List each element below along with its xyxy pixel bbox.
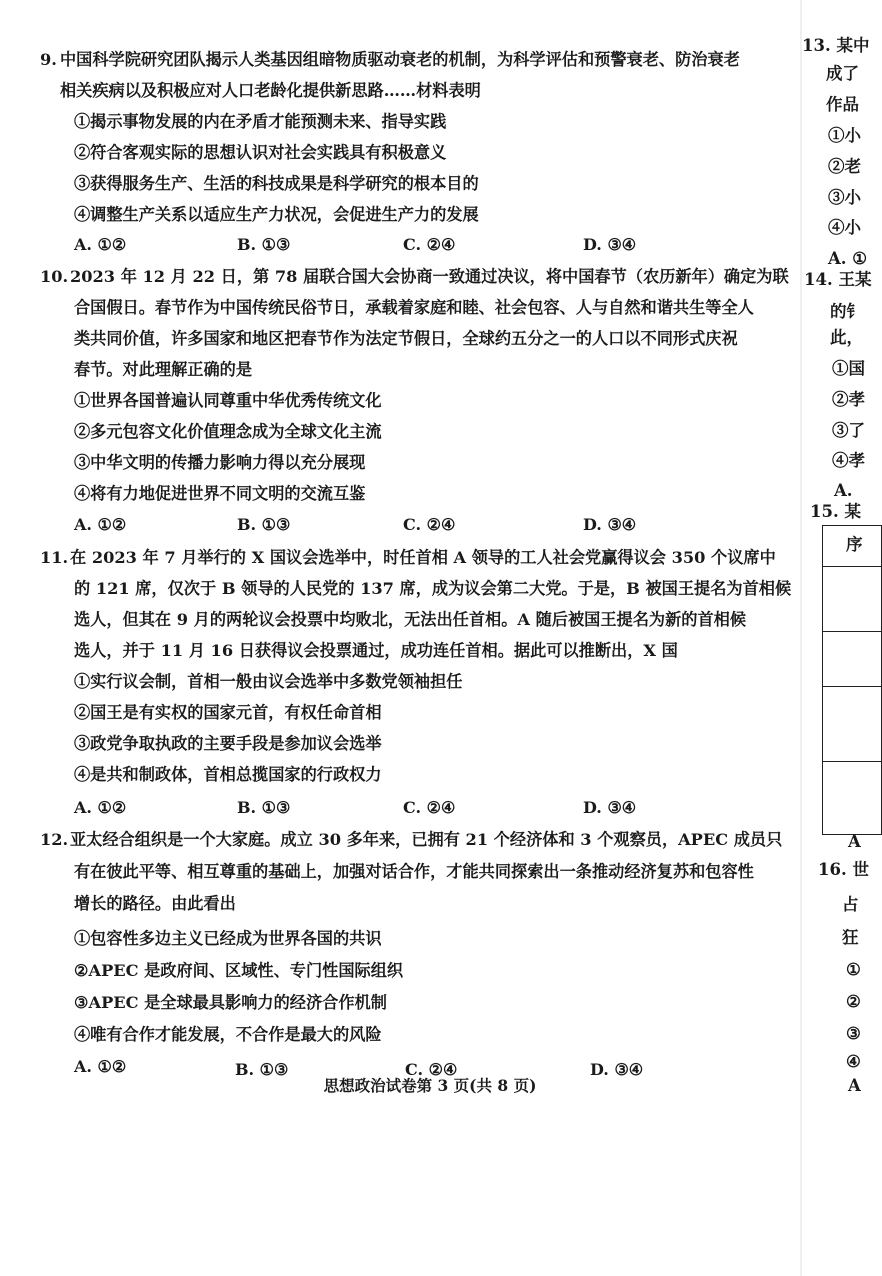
right-fragment-13-line-2: 成了 [826,64,859,83]
question-10-stem-line-3: 类共同价值，许多国家和地区把春节作为法定节假日，全球约五分之一的人口以不同形式庆祝 [74,329,738,348]
question-12-choice-c: C. ②④ [405,1060,458,1079]
right-fragment-16-option-3: ③ [846,1024,861,1043]
question-9-choice-a: A. ①② [74,235,127,254]
question-11-number: 11. [40,548,69,567]
question-10-choice-c: C. ②④ [403,515,456,534]
question-11-choice-c: C. ②④ [403,798,456,817]
right-fragment-14-line-3: 此， [830,328,863,347]
right-fragment-14-option-4: ④孝 [832,451,865,470]
question-11-choice-a: A. ①② [74,798,127,817]
question-11-stem-line-4: 选人，并于 11 月 16 日获得议会投票通过，成功连任首相。据此可以推断出，X 国 [74,641,678,660]
question-10-stem-line-4: 春节。对此理解正确的是 [74,360,253,379]
right-fragment-15-table [822,525,882,835]
question-10-option-4: ④将有力地促进世界不同文明的交流互鉴 [74,484,366,503]
question-10-option-3: ③中华文明的传播力影响力得以充分展现 [74,453,366,472]
question-10-choice-b: B. ①③ [237,515,291,534]
question-10-number: 10. [40,267,69,286]
page-footer: 思想政治试卷第 3 页(共 8 页) [323,1076,537,1095]
question-11-stem-line-2: 的 121 席，仅次于 B 领导的人民党的 137 席，成为议会第二大党。于是，B 被国王提名为首相候 [74,579,792,598]
question-12-number: 12. [40,830,69,849]
question-9-stem-line-2: 相关疾病以及积极应对人口老龄化提供新思路……材料表明 [60,81,481,100]
question-9-option-1: ①揭示事物发展的内在矛盾才能预测未来、指导实践 [74,112,447,131]
question-9-stem-line-1: 中国科学院研究团队揭示人类基因组暗物质驱动衰老的机制，为科学评估和预警衰老、防治衰老 [60,50,740,69]
question-12-stem-line-1: 亚太经合组织是一个大家庭。成立 30 多年来，已拥有 21 个经济体和 3 个观察员，APEC 成员只 [70,830,783,849]
right-fragment-16-choice: A [848,1076,861,1095]
question-12-option-2: ②APEC 是政府间、区域性、专门性国际组织 [74,961,404,980]
question-11-stem-line-3: 选人，但其在 9 月的两轮议会投票中均败北，无法出任首相。A 随后被国王提名为新的首相候 [74,610,747,629]
question-11-stem-line-1: 在 2023 年 7 月举行的 X 国议会选举中，时任首相 A 领导的工人社会党赢得议会 350 个议席中 [70,548,776,567]
right-fragment-14-choice: A. [834,481,853,500]
question-9-choice-d: D. ③④ [583,235,637,254]
right-fragment-13-line-3: 作品 [826,95,859,114]
right-fragment-15: 15. 某 [810,502,861,521]
question-12-option-3: ③APEC 是全球最具影响力的经济合作机制 [74,993,387,1012]
question-11-option-1: ①实行议会制，首相一般由议会选举中多数党领袖担任 [74,672,463,691]
right-fragment-13-option-1: ①小 [828,126,861,145]
question-10-option-1: ①世界各国普遍认同尊重中华优秀传统文化 [74,391,382,410]
question-11-option-2: ②国王是有实权的国家元首，有权任命首相 [74,703,382,722]
right-fragment-15-choice: A [848,832,861,851]
right-fragment-16-option-2: ② [846,992,861,1011]
right-fragment-14-option-1: ①国 [832,359,865,378]
question-9-number: 9. [40,50,57,69]
right-fragment-14-line-2: 的钅 [830,302,863,321]
page-gutter [800,0,802,1276]
question-12-choice-a: A. ①② [74,1057,127,1076]
right-fragment-16-option-1: ① [846,960,861,979]
right-fragment-13: 13. 某中 [802,36,870,55]
question-9-option-2: ②符合客观实际的思想认识对社会实践具有积极意义 [74,143,447,162]
right-fragment-13-option-2: ②老 [828,157,861,176]
question-11-choice-b: B. ①③ [237,798,291,817]
right-fragment-14: 14. 王某 [804,270,872,289]
right-fragment-13-option-3: ③小 [828,188,861,207]
right-fragment-15-table-header: 序 [846,535,863,554]
right-fragment-13-option-4: ④小 [828,218,861,237]
right-fragment-16-line-3: 狂 [842,928,859,947]
question-12-choice-d: D. ③④ [590,1060,644,1079]
question-9-option-3: ③获得服务生产、生活的科技成果是科学研究的根本目的 [74,174,479,193]
right-fragment-16-line-2: 占 [842,895,859,914]
question-9-option-4: ④调整生产关系以适应生产力状况，会促进生产力的发展 [74,205,479,224]
question-9-choice-c: C. ②④ [403,235,456,254]
question-11-option-3: ③政党争取执政的主要手段是参加议会选举 [74,734,382,753]
question-12-stem-line-3: 增长的路径。由此看出 [74,894,236,913]
right-fragment-13-choice: A. ① [828,249,868,268]
question-9-choice-b: B. ①③ [237,235,291,254]
question-10-choice-d: D. ③④ [583,515,637,534]
question-11-option-4: ④是共和制政体，首相总揽国家的行政权力 [74,765,382,784]
question-12-choice-b: B. ①③ [235,1060,289,1079]
question-10-option-2: ②多元包容文化价值理念成为全球文化主流 [74,422,382,441]
question-10-stem-line-2: 合国假日。春节作为中国传统民俗节日，承载着家庭和睦、社会包容、人与自然和谐共生等全人 [74,298,754,317]
question-12-option-1: ①包容性多边主义已经成为世界各国的共识 [74,929,382,948]
question-10-choice-a: A. ①② [74,515,127,534]
right-fragment-14-option-3: ③了 [832,421,865,440]
right-fragment-16-option-4: ④ [846,1052,861,1071]
question-10-stem-line-1: 2023 年 12 月 22 日，第 78 届联合国大会协商一致通过决议，将中国春节（农历新年）确定为联 [70,267,789,286]
right-fragment-16: 16. 世 [818,860,869,879]
right-fragment-14-option-2: ②孝 [832,390,865,409]
question-12-option-4: ④唯有合作才能发展，不合作是最大的风险 [74,1025,382,1044]
question-11-choice-d: D. ③④ [583,798,637,817]
question-12-stem-line-2: 有在彼此平等、相互尊重的基础上，加强对话合作，才能共同探索出一条推动经济复苏和包容性 [74,862,754,881]
